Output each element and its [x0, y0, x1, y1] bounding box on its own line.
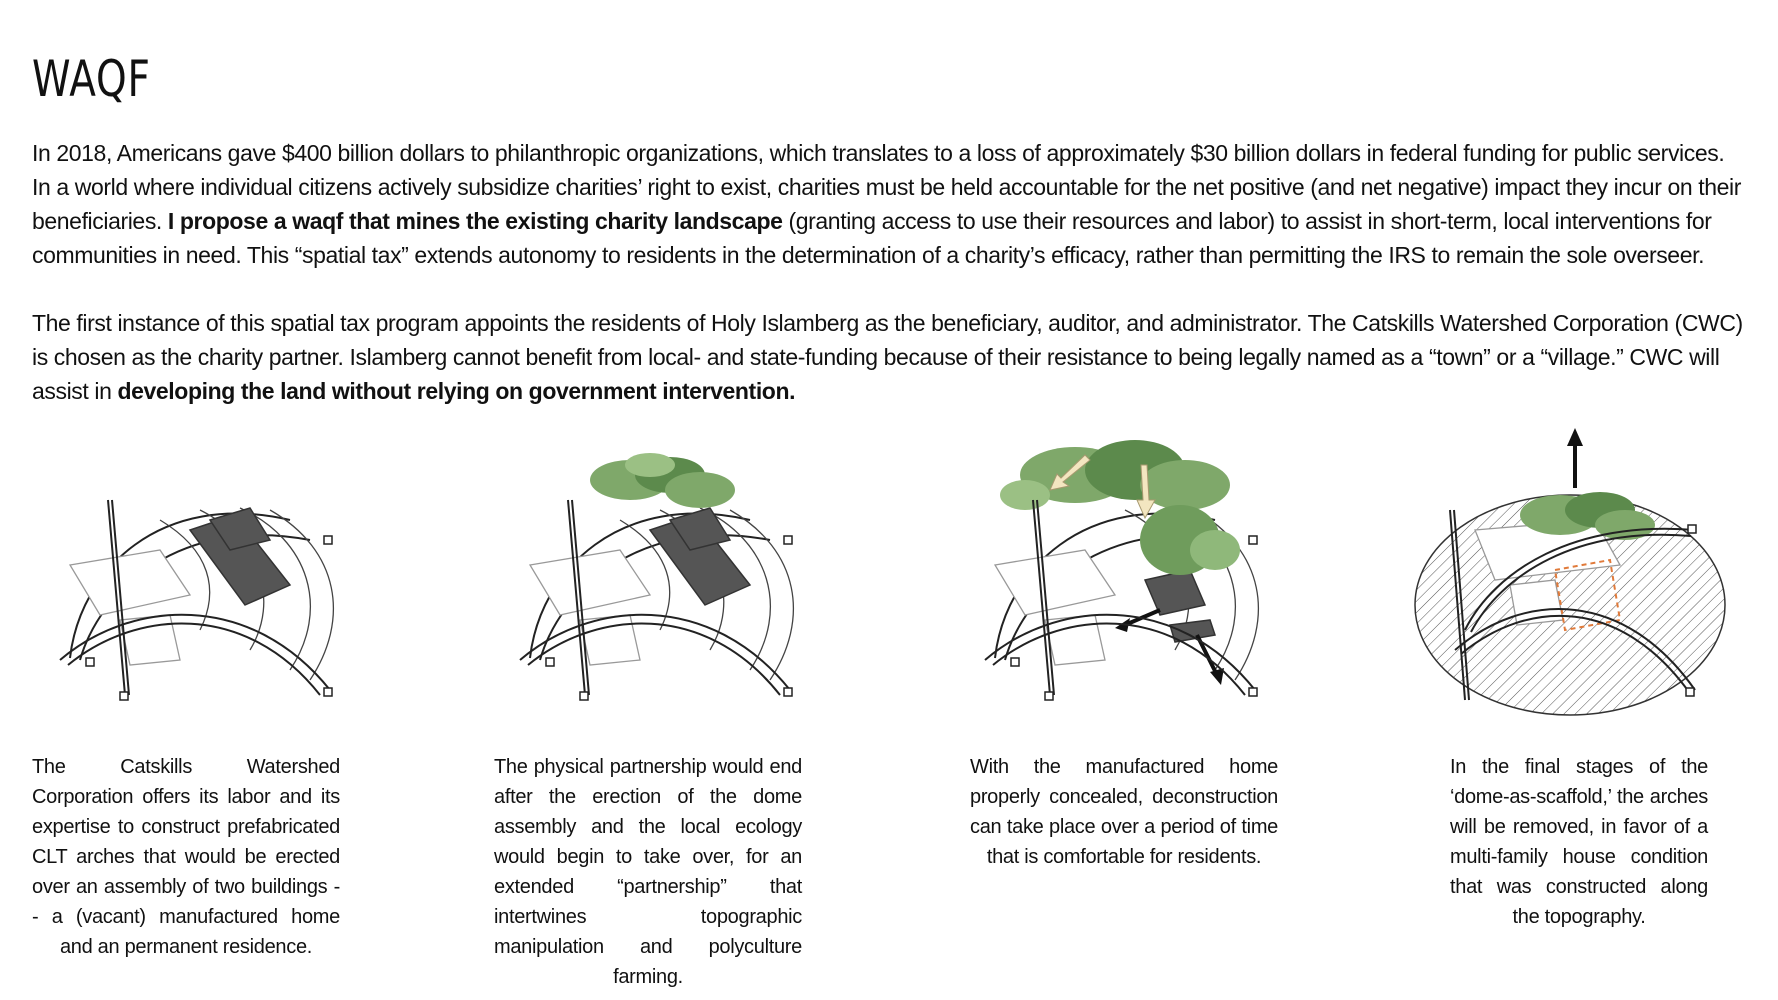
- panel-1-dome-erection: [40, 420, 370, 720]
- panel-4-caption: In the final stages of the ‘dome-as-scaffold,’ the arches will be removed, in favor of a multi-family house condition that was constructed along the topography.: [1450, 756, 1708, 928]
- page-title: WAQF: [32, 50, 151, 108]
- intro-p2-bold: developing the land without relying on government intervention.: [117, 378, 796, 404]
- panel-4-illustration: [1405, 420, 1735, 720]
- foliage-icon: [1000, 440, 1240, 575]
- intro-p1-bold: I propose a waqf that mines the existing charity landscape: [167, 208, 783, 234]
- intro-paragraph-2: [32, 306, 1747, 408]
- panel-3-illustration: [965, 420, 1295, 720]
- panel-2-caption: The physical partnership would end after the erection of the dome assembly and the local ecology would begin to take over, for an extended “partnership” that intertwines topographic manipulation and polyculture farming.: [494, 756, 802, 988]
- foliage-icon: [590, 453, 735, 508]
- intro-p1-text-a: In 2018, Americans gave $400 billion dollars to philanthropic organizations, which translates to a loss of approximately $30 billion dollars in federal funding for public services. In a world where individual citizens actively subsidize charities’ right to exist, charities must be held accountable for the net positive (and net negative) impact they incur on their beneficiaries.: [32, 140, 1741, 234]
- intro-text: [32, 136, 1747, 408]
- intro-p2-text: The first instance of this spatial tax program appoints the residents of Holy Islamberg as the beneficiary, auditor, and administrator. The Catskills Watershed Corporation (CWC) is chosen as the charity partner. Islamberg cannot benefit from local- and state-funding because of their resistance to being legally named as a “town” or a “village.” CWC will assist in: [32, 310, 1743, 404]
- panel-1-caption: The Catskills Watershed Corporation offers its labor and its expertise to construct prefabricated CLT arches that would be erected over an assembly of two buildings -- a (vacant) manufactured home and an permanent residence.: [32, 756, 340, 958]
- panel-4-final-stage: [1405, 420, 1735, 720]
- diagram-panels: [0, 420, 1778, 740]
- intro-p1-text-b: (granting access to use their resources and labor) to assist in short-term, local interventions for communities in need. This “spatial tax” extends autonomy to residents in the determination of a charity’s efficacy, rather than permitting the IRS to remain the sole overseer.: [32, 208, 1712, 268]
- panel-3-deconstruction: [965, 420, 1295, 720]
- panel-1-illustration: [40, 420, 370, 720]
- intro-paragraph-1: [32, 136, 1747, 272]
- panel-2-ecology-takeover: [500, 420, 830, 720]
- panel-3-caption: With the manufactured home properly concealed, deconstruction can take place over a period of time that is comfortable for residents.: [970, 756, 1278, 868]
- panel-2-illustration: [500, 420, 830, 720]
